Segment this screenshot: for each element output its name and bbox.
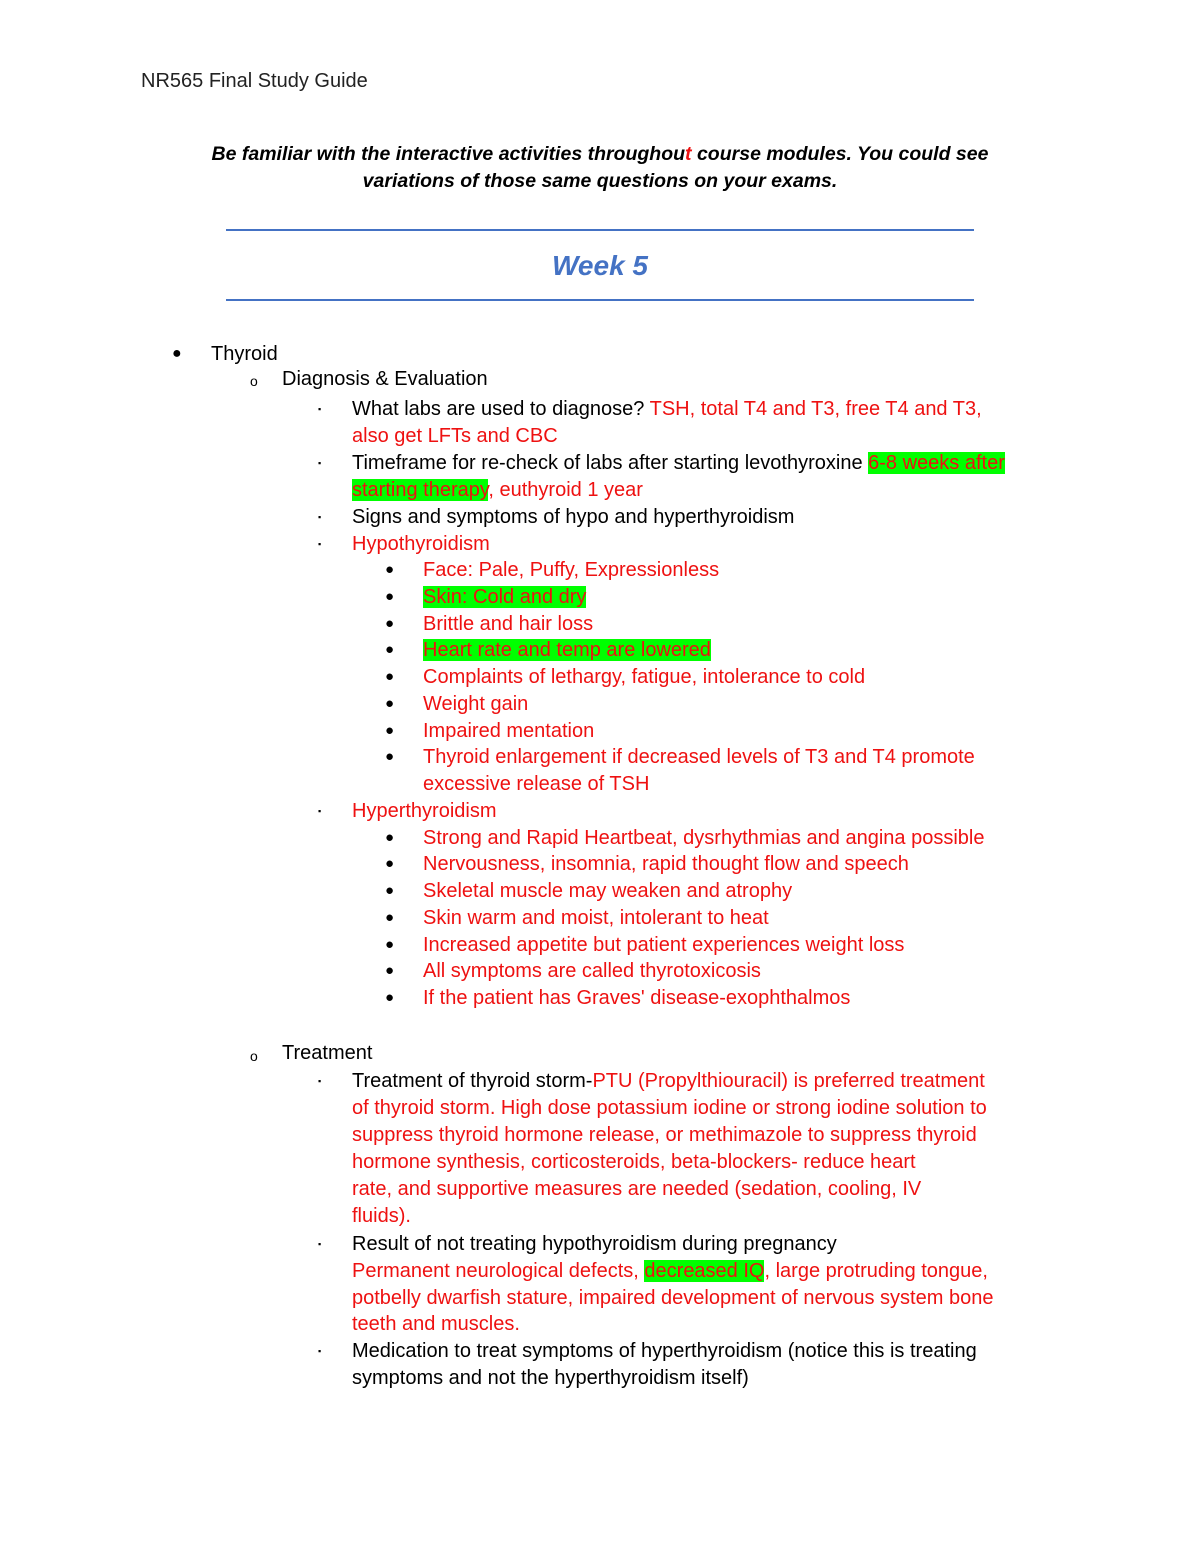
hyper-item: Strong and Rapid Heartbeat, dysrhythmias and angina possible [423, 827, 985, 849]
storm-line: suppress thyroid hormone release, or methimazole to suppress thyroid [352, 1124, 977, 1146]
hypo-title: Hypothyroidism [352, 533, 490, 555]
timeframe-answer [352, 477, 643, 504]
medication-item-cont: symptoms and not the hyperthyroidism itself) [352, 1367, 749, 1389]
storm-question: Treatment of thyroid storm- [352, 1070, 593, 1092]
bottom-divider [226, 299, 974, 301]
document-header: NR565 Final Study Guide [141, 70, 368, 92]
pregnancy-answer-text: Permanent neurological defects, [352, 1260, 645, 1282]
circle-bullet: o [250, 373, 258, 389]
square-bullet: ▪ [318, 1239, 322, 1249]
square-bullet: ▪ [318, 806, 322, 816]
intro-line-2: variations of those same questions on your exams. [362, 170, 838, 192]
hyper-item: Skin warm and moist, intolerant to heat [423, 907, 769, 929]
timeframe-question-text: Timeframe for re-check of labs after starting levothyroxine [352, 452, 869, 474]
square-bullet: ▪ [318, 1346, 322, 1356]
disc-bullet: ● [385, 855, 395, 872]
topic-thyroid: Thyroid [211, 343, 278, 365]
top-divider [226, 229, 974, 231]
hypo-item-highlight: Skin: Cold and dry [423, 586, 587, 608]
hypo-item: Face: Pale, Puffy, Expressionless [423, 559, 720, 581]
subtopic-diagnosis: Diagnosis & Evaluation [282, 368, 488, 390]
intro-red-t: t [685, 143, 692, 165]
hypo-item-highlight: Heart rate and temp are lowered [423, 639, 711, 661]
disc-bullet: ● [385, 641, 395, 658]
disc-bullet: ● [385, 722, 395, 739]
disc-bullet: ● [385, 989, 395, 1006]
square-bullet: ▪ [318, 512, 322, 522]
storm-line: of thyroid storm. High dose potassium iodine or strong iodine solution to [352, 1097, 987, 1119]
square-bullet: ▪ [318, 539, 322, 549]
pregnancy-answer-2: potbelly dwarfish stature, impaired development of nervous system bone [352, 1287, 994, 1309]
subtopic-treatment: Treatment [282, 1042, 373, 1064]
timeframe-highlight-2: starting therapy [352, 479, 489, 501]
hypo-item: Brittle and hair loss [423, 613, 594, 635]
pregnancy-question: Result of not treating hypothyroidism during pregnancy [352, 1233, 837, 1255]
pregnancy-answer-text: , large protruding tongue, [764, 1260, 988, 1282]
hypo-item: Thyroid enlargement if decreased levels of T3 and T4 promote [423, 746, 975, 768]
hypo-item: Impaired mentation [423, 720, 595, 742]
timeframe-rest: , euthyroid 1 year [488, 479, 643, 501]
disc-bullet: ● [385, 615, 395, 632]
intro-line-1a: Be familiar with the interactive activities throughou [211, 143, 686, 165]
hypo-item: Complaints of lethargy, fatigue, intolerance to cold [423, 666, 866, 688]
square-bullet: ▪ [318, 458, 322, 468]
intro-line-1b: course modules. You could see [691, 143, 989, 165]
disc-bullet: ● [385, 588, 395, 605]
circle-bullet: o [250, 1048, 258, 1064]
square-bullet: ▪ [318, 404, 322, 414]
intro-text [0, 141, 1200, 195]
storm-line: fluids). [352, 1205, 411, 1227]
disc-bullet: ● [385, 695, 395, 712]
disc-bullet: ● [172, 345, 182, 362]
square-bullet: ▪ [318, 1076, 322, 1086]
hypo-item [423, 584, 586, 611]
hyper-item: Increased appetite but patient experiences weight loss [423, 934, 905, 956]
hyper-item: Skeletal muscle may weaken and atrophy [423, 880, 793, 902]
pregnancy-highlight: decreased IQ [644, 1260, 765, 1282]
labs-answer-1: TSH, total T4 and T3, free T4 and T3, [649, 398, 982, 420]
disc-bullet: ● [385, 668, 395, 685]
disc-bullet: ● [385, 829, 395, 846]
hyper-item: Nervousness, insomnia, rapid thought flow and speech [423, 853, 909, 875]
disc-bullet: ● [385, 882, 395, 899]
labs-answer-2: also get LFTs and CBC [352, 425, 558, 447]
medication-item: Medication to treat symptoms of hyperthyroidism (notice this is treating [352, 1340, 977, 1362]
storm-line: hormone synthesis, corticosteroids, beta-blockers- reduce heart [352, 1151, 916, 1173]
storm-answer: PTU (Propylthiouracil) is preferred treatment [592, 1070, 985, 1092]
storm-line [352, 1068, 985, 1095]
hypo-item-cont: excessive release of TSH [423, 773, 650, 795]
signs-item: Signs and symptoms of hypo and hyperthyroidism [352, 506, 795, 528]
disc-bullet: ● [385, 909, 395, 926]
hyper-item: All symptoms are called thyrotoxicosis [423, 960, 761, 982]
labs-question [352, 396, 982, 423]
disc-bullet: ● [385, 936, 395, 953]
storm-line: rate, and supportive measures are needed (sedation, cooling, IV [352, 1178, 922, 1200]
hypo-item [423, 637, 711, 664]
pregnancy-answer-3: teeth and muscles. [352, 1313, 520, 1335]
hypo-item: Weight gain [423, 693, 529, 715]
disc-bullet: ● [385, 748, 395, 765]
disc-bullet: ● [385, 561, 395, 578]
timeframe-question [352, 450, 1005, 477]
labs-question-text: What labs are used to diagnose? [352, 398, 650, 420]
week-heading: Week 5 [552, 250, 648, 281]
hyper-item: If the patient has Graves' disease-exophthalmos [423, 987, 851, 1009]
hyper-title: Hyperthyroidism [352, 800, 497, 822]
pregnancy-answer-1 [352, 1258, 988, 1285]
disc-bullet: ● [385, 962, 395, 979]
intro-line-1 [0, 141, 1200, 168]
timeframe-highlight-1: 6-8 weeks after [868, 452, 1005, 474]
